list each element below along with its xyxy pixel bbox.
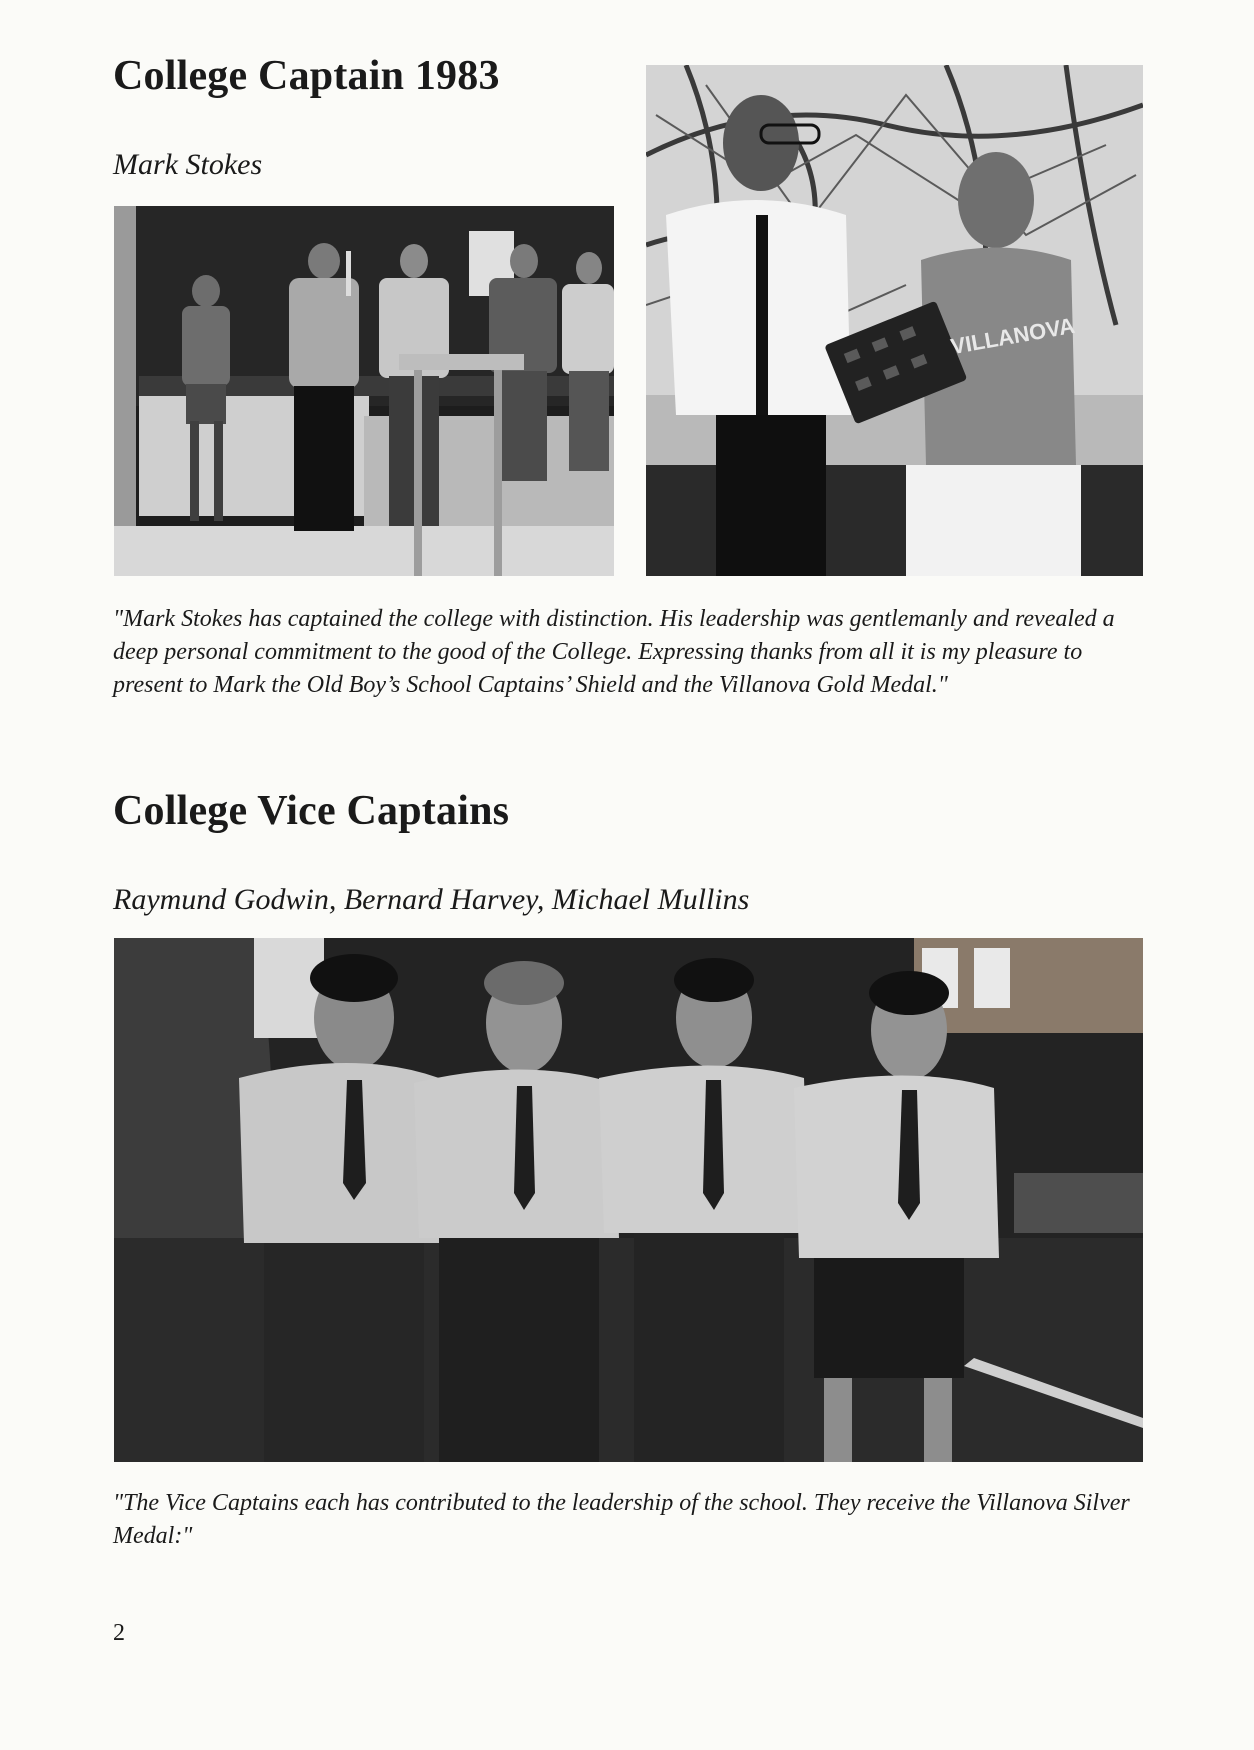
vice-captains-names: Raymund Godwin, Bernard Harvey, Michael Mullins xyxy=(113,883,750,916)
captain-name: Mark Stokes xyxy=(113,148,263,181)
vice-captains-heading: College Vice Captains xyxy=(113,788,510,834)
captain-caption: "Mark Stokes has captained the college with distinction. His leadership was gentlemanly and revealed a deep personal commitment to the good of the College. Expressing thanks from all it is my pleasure to present to Mark the Old Boy’s School Captains’ Shield and the Villanova Gold Medal." xyxy=(113,606,1115,698)
vice-captains-caption: "The Vice Captains each has contributed to the leadership of the school. They receive the Villanova Silver Medal:" xyxy=(113,1490,1130,1549)
page-number: 2 xyxy=(113,1620,125,1646)
shirt-print: VILLANOVA xyxy=(948,312,1077,360)
shield-presentation-photo xyxy=(646,65,1143,576)
captain-heading: College Captain 1983 xyxy=(113,53,500,99)
vice-captains-group-photo xyxy=(114,938,1143,1462)
assembly-presentation-photo xyxy=(114,206,614,576)
